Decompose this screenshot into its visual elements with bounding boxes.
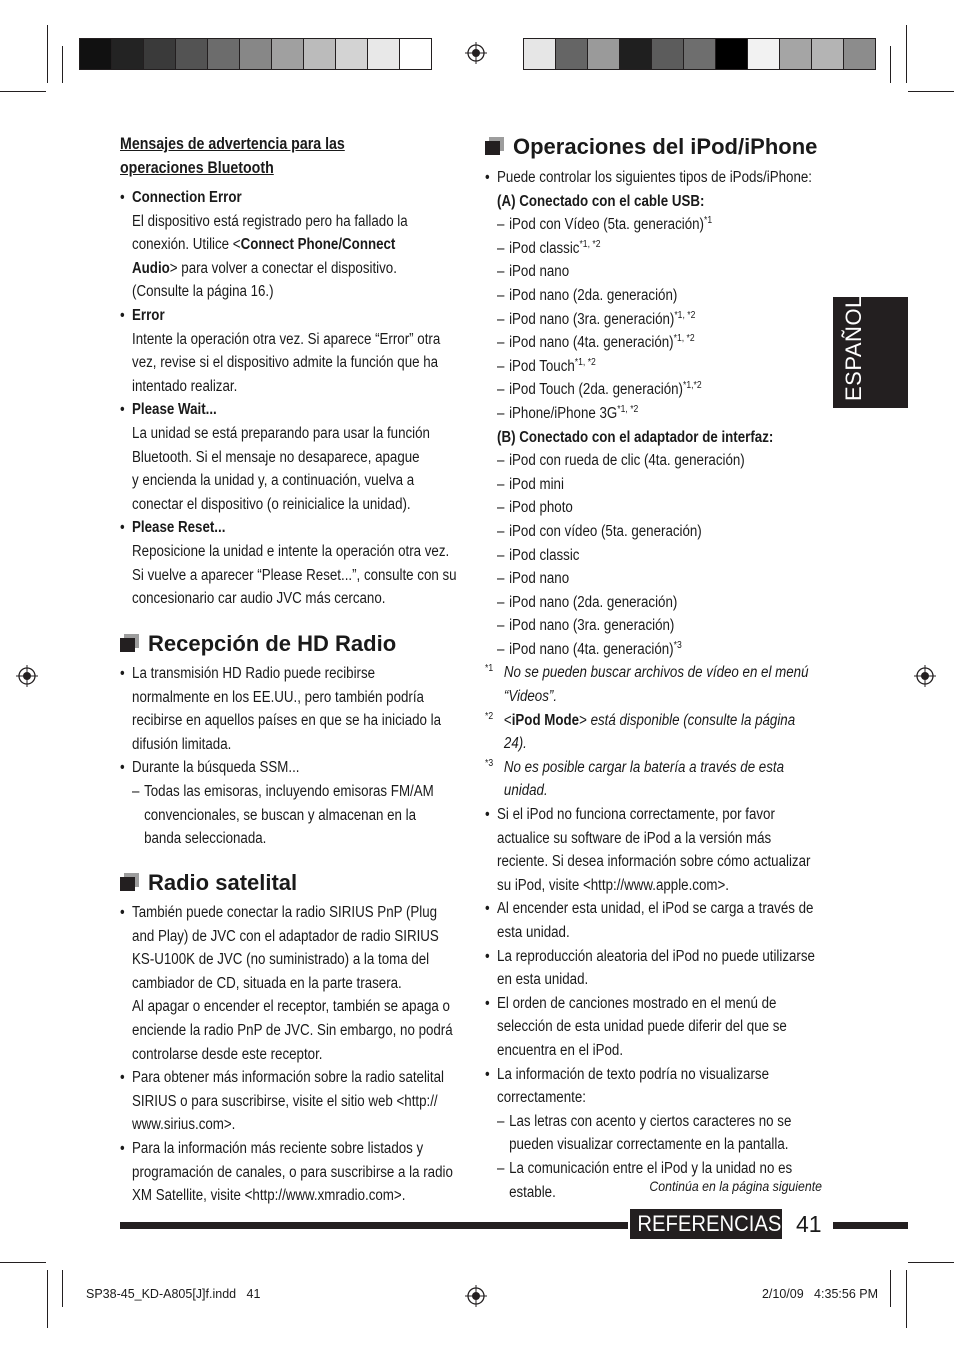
- ipod-model-item: – iPod classic$^{*1, *2}$: [497, 237, 829, 261]
- list-item: • Para obtener más información sobre la radio satelital SIRIUS o para suscribirse, visite el sitio web <http:// www.sirius.com>.: [120, 1066, 464, 1137]
- ipod-notes-list: [485, 803, 829, 1110]
- color-swatch: [80, 39, 112, 69]
- registration-mark-right-icon: [914, 665, 936, 687]
- ipod-model-item: – iPod Touch (2da. generación)$^{*1,*2}$: [497, 378, 829, 402]
- sub-list-item: – Las letras con acento y ciertos caracteres no se pueden visualizar correctamente en la pantalla.: [497, 1110, 829, 1157]
- footnote-1: $^{*1}$ No se pueden buscar archivos de vídeo en el menú “Videos”.: [485, 663, 809, 706]
- hd-radio-section: [120, 662, 465, 851]
- interface-adapter-heading: (B) Conectado con el adaptador de interfaz:: [497, 428, 774, 446]
- ipod-model-item: – iPod con vídeo (5ta. generación): [497, 520, 829, 544]
- footnote-3: $^{*3}$ No es posible cargar la batería a través de esta unidad.: [485, 757, 785, 800]
- list-item: • Si el iPod no funciona correctamente, por favor actualice su software de iPod a la versión más reciente. Si desea información sobre cómo actualizar su iPod, visite <http://www.apple.com>.: [485, 803, 829, 897]
- ipod-model-item: – iPod nano (3ra. generación): [497, 614, 829, 638]
- usb-cable-heading: (A) Conectado con el cable USB:: [497, 192, 705, 210]
- registration-mark-left-icon: [16, 665, 38, 687]
- color-swatch: [336, 39, 368, 69]
- color-swatch: [208, 39, 240, 69]
- ipod-model-item: – iPod mini: [497, 473, 829, 497]
- color-swatch: [272, 39, 304, 69]
- file-info: SP38-45_KD-A805[J]f.indd 41: [86, 1287, 261, 1301]
- bluetooth-warnings-heading: Mensajes de advertencia para las operaciones Bluetooth: [120, 135, 345, 177]
- registration-mark-top-icon: [465, 42, 487, 64]
- section-square-icon: [120, 634, 140, 652]
- ipod-model-item: – iPhone/iPhone $3G^{*1, *2}$: [497, 402, 829, 426]
- color-swatch: [844, 39, 875, 69]
- registration-mark-bottom-icon: [465, 1285, 487, 1307]
- list-item: • Al encender esta unidad, el iPod se carga a través de esta unidad.: [485, 897, 829, 944]
- error-item: • Error Intente la operación otra vez. Si aparece “Error” otra vez, revise si el dispositivo admite la función que ha intentado realizar.: [120, 304, 464, 398]
- ipod-operations-heading: Operaciones del iPod/iPhone: [485, 134, 817, 160]
- color-calibration-bar-left: [79, 38, 432, 70]
- color-calibration-bar-right: [523, 38, 876, 70]
- color-swatch: [240, 39, 272, 69]
- color-swatch: [748, 39, 780, 69]
- ipod-model-item: – iPod nano (4ta. generación)$^{*3}$: [497, 638, 829, 662]
- list-item: • Puede controlar los siguientes tipos de iPods/iPhone: (A) Conectado con el cable USB: – iPod con Vídeo (5ta. generación)$^{*1}$ – iPod classic$^{*1, *2}$ – iPod nano – iPod nano (2da. generación) – iPod nano (3ra. generación)$^{*1, *2}$ – iPod nano (4ta. generación)$^{*1, *2}$ – iPod Touch$^{*1, *2}$ – iPod Touch (2da. generación)$^{*1,*2}$ – iPhone/iPhone $3G^{*1, *2}$ (B) Conectado con el adaptador de interfaz: – iPod con rueda de clic (4ta. generación) – iPod mini – iPod photo – iPod con vídeo (5ta. generación) – iPod classic – iPod nano – iPod nano (2da. generación) – iPod nano (3ra. generación) – iPod nano (4ta. generación)$^{*3}$: [485, 166, 829, 661]
- satellite-radio-heading: Radio satelital: [120, 870, 297, 896]
- footer-section-label: REFERENCIAS: [630, 1209, 782, 1239]
- list-item: • El orden de canciones mostrado en el menú de selección de esta unidad puede diferir del que se encuentra en el iPod.: [485, 992, 829, 1063]
- ipod-model-item: – iPod classic: [497, 544, 829, 568]
- date-info: 2/10/09 4:35:56 PM: [761, 1287, 878, 1301]
- continue-note: Continúa en la página siguiente: [649, 1178, 822, 1194]
- color-swatch: [304, 39, 336, 69]
- ipod-operations-section: [485, 166, 830, 1204]
- color-swatch: [400, 39, 431, 69]
- color-swatch: [144, 39, 176, 69]
- color-swatch: [176, 39, 208, 69]
- footnote-2: $^{*2}$ <iPod Mode> está disponible (consulte la página 24).: [485, 710, 796, 753]
- footer-rule-left: [120, 1222, 628, 1229]
- color-swatch: [524, 39, 556, 69]
- section-square-icon: [485, 137, 505, 155]
- satellite-radio-section: [120, 901, 465, 1208]
- ipod-model-item: – iPod nano: [497, 567, 829, 591]
- ipod-model-item: – iPod con rueda de clic (4ta. generación): [497, 449, 829, 473]
- sub-list-item: – Todas las emisoras, incluyendo emisoras FM/AM convencionales, se buscan y almacenan en la banda seleccionada.: [132, 780, 464, 851]
- color-swatch: [588, 39, 620, 69]
- ipod-model-item: – iPod con Vídeo (5ta. generación)$^{*1}$: [497, 213, 829, 237]
- list-item: • Para la información más reciente sobre listados y programación de canales, o para suscribirse a la radio XM Satellite, visite <http://www.xmradio.com>.: [120, 1137, 464, 1208]
- ipod-model-item: – iPod photo: [497, 496, 829, 520]
- ipod-model-item: – iPod nano: [497, 260, 829, 284]
- page-number: 41: [796, 1211, 822, 1237]
- ipod-model-item: – iPod Touch$^{*1, *2}$: [497, 355, 829, 379]
- list-item: • La reproducción aleatoria del iPod no puede utilizarse en esta unidad.: [485, 945, 829, 992]
- sub-list-item: – La comunicación entre el iPod y la unidad no es estable.: [497, 1157, 829, 1204]
- ipod-model-item: – iPod nano (4ta. generación)$^{*1, *2}$: [497, 331, 829, 355]
- section-square-icon: [120, 873, 140, 891]
- language-tab-label: ESPAÑOL: [841, 295, 866, 401]
- color-swatch: [556, 39, 588, 69]
- color-swatch: [368, 39, 400, 69]
- color-swatch: [620, 39, 652, 69]
- color-swatch: [112, 39, 144, 69]
- footer-rule-right: [833, 1222, 908, 1229]
- color-swatch: [684, 39, 716, 69]
- adapter-compatible-list: [497, 449, 829, 661]
- list-item: • Durante la búsqueda SSM... – Todas las emisoras, incluyendo emisoras FM/AM convencionales, se buscan y almacenan en la banda seleccionada.: [120, 756, 464, 850]
- color-swatch: [812, 39, 844, 69]
- list-item: • La transmisión HD Radio puede recibirse normalmente en los EE.UU., pero también podría recibirse en aquellos países en que se ha iniciado la difusión limitada.: [120, 662, 464, 756]
- list-item: • También puede conectar la radio SIRIUS PnP (Plug and Play) de JVC con el adaptador de radio SIRIUS KS-U100K de JVC (no suministrado) a la toma del cambiador de CD, situada en la parte trasera. Al apagar o encender el receptor, también se apaga o enciende la radio PnP de JVC. Sin embargo, no podrá controlarse desde este receptor.: [120, 901, 464, 1066]
- list-item: • La información de texto podría no visualizarse correctamente:: [485, 1063, 829, 1110]
- ipod-model-item: – iPod nano (2da. generación): [497, 591, 829, 615]
- usb-compatible-list: [497, 213, 829, 425]
- bluetooth-warnings-section: [120, 132, 465, 611]
- color-swatch: [780, 39, 812, 69]
- hd-radio-heading: Recepción de HD Radio: [120, 631, 396, 657]
- ipod-model-item: – iPod nano (2da. generación): [497, 284, 829, 308]
- ipod-model-item: – iPod nano (3ra. generación)$^{*1, *2}$: [497, 308, 829, 332]
- please-wait-item: • Please Wait... La unidad se está preparando para usar la función Bluetooth. Si el mensaje no desaparece, apague y encienda la unidad y, a continuación, vuelva a conectar el dispositivo (o reinicialice la unidad).: [120, 398, 464, 516]
- please-reset-item: • Please Reset... Reposicione la unidad e intente la operación otra vez. Si vuelve a aparecer “Please Reset...”, consulte con su concesionario car audio JVC más cercano.: [120, 516, 464, 610]
- language-tab: [833, 297, 908, 408]
- color-swatch: [716, 39, 748, 69]
- connection-error-item: • Connection Error El dispositivo está registrado pero ha fallado la conexión. Utilice <Connect Phone/Connect Audio> para volver a conectar el dispositivo. (Consulte la página 16.): [120, 186, 464, 304]
- color-swatch: [652, 39, 684, 69]
